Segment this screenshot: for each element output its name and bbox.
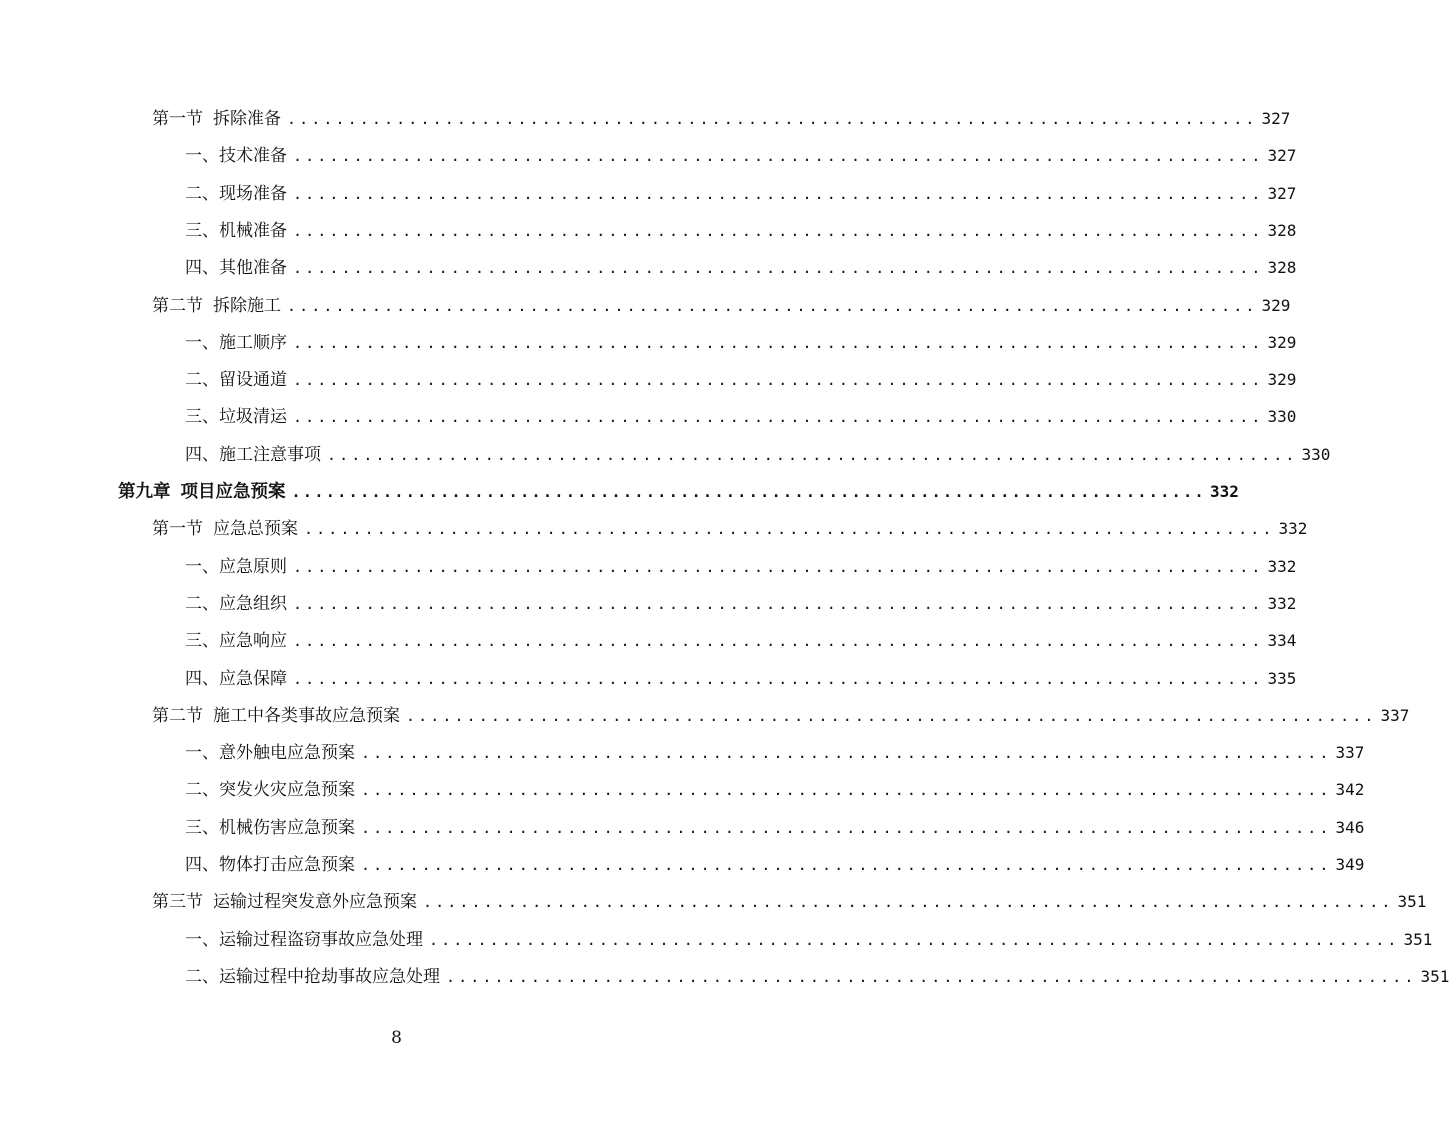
toc-entry-label bbox=[185, 772, 355, 809]
toc-entry-title: 物体打击应急预案 bbox=[219, 855, 355, 875]
toc-entry-prefix: 三、 bbox=[185, 407, 219, 428]
toc-entry-label bbox=[185, 325, 287, 362]
toc-entry-label bbox=[152, 101, 281, 138]
toc-entry[interactable] bbox=[185, 846, 1365, 883]
toc-entry-prefix: 二、 bbox=[185, 370, 219, 391]
toc-entry-title: 机械伤害应急预案 bbox=[219, 817, 355, 838]
toc-entry-prefix: 四、 bbox=[185, 668, 219, 689]
toc-dot-leader: ................................................................................ bbox=[361, 744, 1332, 763]
toc-entry-prefix: 三、 bbox=[185, 220, 219, 241]
toc-entry[interactable] bbox=[185, 921, 1433, 958]
toc-entry-title: 运输过程盗窃事故应急处理 bbox=[219, 929, 423, 950]
toc-entry-title: 应急总预案 bbox=[213, 519, 298, 540]
toc-entry-title: 应急原则 bbox=[219, 556, 287, 577]
toc-entry-page: 342 bbox=[1335, 780, 1365, 800]
toc-entry-prefix: 一、 bbox=[185, 556, 219, 577]
toc-entry-title: 运输过程中抢劫事故应急处理 bbox=[219, 966, 440, 987]
toc-entry[interactable] bbox=[185, 361, 1297, 398]
toc-entry-page: 334 bbox=[1267, 631, 1297, 651]
toc-entry-title: 其他准备 bbox=[219, 258, 287, 279]
toc-dot-leader: ................................................................................ bbox=[287, 110, 1258, 128]
toc-entry-label bbox=[185, 847, 355, 884]
toc-entry[interactable] bbox=[152, 697, 1410, 734]
toc-entry-page: 332 bbox=[1267, 593, 1297, 613]
toc-entry[interactable] bbox=[185, 398, 1297, 435]
toc-entry-label bbox=[152, 884, 417, 921]
toc-entry-prefix: 第二节 bbox=[152, 295, 203, 316]
toc-entry-title: 施工顺序 bbox=[219, 332, 287, 353]
toc-entry-page: 351 bbox=[1420, 966, 1449, 986]
toc-dot-leader: ................................................................................ bbox=[293, 221, 1264, 240]
toc-dot-leader: ................................................................................ bbox=[361, 781, 1332, 800]
toc-dot-leader: ................................................................................ bbox=[429, 930, 1400, 949]
toc-entry-title: 施工中各类事故应急预案 bbox=[213, 705, 400, 726]
toc-entry-title: 突发火灾应急预案 bbox=[219, 780, 355, 801]
toc-entry-page: 349 bbox=[1335, 855, 1365, 874]
toc-dot-leader: ................................................................................ bbox=[293, 147, 1264, 166]
toc-entry[interactable] bbox=[185, 137, 1297, 174]
toc-entry-prefix: 一、 bbox=[185, 743, 219, 764]
toc-dot-leader: ................................................................................ bbox=[293, 632, 1264, 651]
toc-entry-label bbox=[185, 549, 287, 586]
toc-entry[interactable] bbox=[152, 510, 1308, 547]
toc-entry-prefix: 一、 bbox=[185, 332, 219, 353]
toc-entry-label bbox=[118, 474, 286, 511]
toc-entry[interactable] bbox=[185, 436, 1331, 473]
toc-entry-prefix: 二、 bbox=[185, 183, 219, 204]
toc-entry-label bbox=[185, 661, 287, 698]
toc-entry[interactable] bbox=[185, 324, 1297, 361]
toc-dot-leader: ................................................................................ bbox=[293, 669, 1264, 688]
toc-dot-leader: ................................................................................ bbox=[327, 445, 1298, 464]
toc-entry-label bbox=[185, 250, 287, 287]
toc-entry-prefix: 二、 bbox=[185, 780, 219, 801]
toc-entry-prefix: 二、 bbox=[185, 966, 219, 987]
toc-entry-prefix: 三、 bbox=[185, 817, 219, 838]
toc-entry-prefix: 第一节 bbox=[152, 109, 203, 129]
toc-entry-label bbox=[185, 213, 287, 250]
toc-entry-page: 329 bbox=[1267, 370, 1297, 390]
toc-entry-page: 327 bbox=[1267, 146, 1297, 166]
toc-entry-title: 意外触电应急预案 bbox=[219, 743, 355, 764]
toc-entry-page: 328 bbox=[1267, 258, 1297, 278]
toc-entry-label bbox=[185, 735, 355, 772]
toc-entry-label bbox=[185, 176, 287, 213]
toc-entry-label bbox=[185, 623, 287, 660]
toc-entry[interactable] bbox=[185, 660, 1297, 697]
toc-entry[interactable] bbox=[185, 622, 1297, 659]
toc-entry[interactable] bbox=[185, 809, 1365, 846]
toc-entry-prefix: 四、 bbox=[185, 444, 219, 465]
toc-entry-title: 技术准备 bbox=[219, 146, 287, 167]
toc-entry-prefix: 第二节 bbox=[152, 705, 203, 726]
toc-dot-leader: ................................................................................ bbox=[293, 408, 1264, 427]
toc-entry[interactable] bbox=[185, 548, 1297, 585]
toc-dot-leader: ................................................................................ bbox=[293, 184, 1264, 203]
toc-entry[interactable] bbox=[185, 175, 1297, 212]
toc-entry-title: 现场准备 bbox=[219, 183, 287, 204]
toc-entry-page: 332 bbox=[1267, 556, 1297, 576]
toc-entry-prefix: 一、 bbox=[185, 146, 219, 167]
toc-dot-leader: ................................................................................ bbox=[446, 967, 1417, 986]
toc-dot-leader: ................................................................................ bbox=[293, 333, 1264, 352]
toc-entry-page: 337 bbox=[1335, 743, 1365, 763]
toc-entry-title: 拆除施工 bbox=[213, 295, 281, 316]
toc-entry-prefix: 四、 bbox=[185, 855, 219, 875]
toc-entry-page: 330 bbox=[1267, 407, 1297, 427]
toc-entry-page: 328 bbox=[1267, 220, 1297, 240]
toc-entry-label bbox=[185, 959, 440, 996]
toc-dot-leader: ................................................................................ bbox=[291, 483, 1206, 501]
toc-entry-page: 327 bbox=[1267, 183, 1297, 203]
toc-entry[interactable] bbox=[152, 287, 1291, 324]
toc-entry-prefix: 三、 bbox=[185, 631, 219, 652]
toc-dot-leader: ................................................................................ bbox=[293, 259, 1264, 278]
toc-entry-page: 335 bbox=[1267, 668, 1297, 688]
toc-entry-page: 332 bbox=[1209, 482, 1239, 501]
toc-entry-title: 垃圾清运 bbox=[219, 407, 287, 428]
toc-entry-page: 351 bbox=[1403, 929, 1433, 949]
toc-entry-title: 应急保障 bbox=[219, 668, 287, 689]
toc-entry-title: 留设通道 bbox=[219, 370, 287, 391]
toc-entry-label bbox=[185, 922, 423, 959]
toc-entry-title: 应急响应 bbox=[219, 631, 287, 652]
toc-entry-label bbox=[185, 437, 321, 474]
toc-entry-page: 346 bbox=[1335, 817, 1365, 837]
toc-entry-page: 327 bbox=[1261, 109, 1291, 128]
toc-dot-leader: ................................................................................ bbox=[304, 520, 1275, 539]
toc-entry-page: 351 bbox=[1397, 892, 1427, 912]
toc-entry-label bbox=[152, 288, 281, 325]
toc-entry-title: 施工注意事项 bbox=[219, 444, 321, 465]
toc-entry-prefix: 二、 bbox=[185, 593, 219, 614]
toc-entry-page: 337 bbox=[1380, 705, 1410, 725]
toc-entry-page: 330 bbox=[1301, 444, 1331, 464]
toc-entry-title: 机械准备 bbox=[219, 220, 287, 241]
toc-entry-label bbox=[185, 810, 355, 847]
page-number: 8 bbox=[391, 1028, 402, 1048]
toc-entry[interactable] bbox=[152, 100, 1291, 137]
toc-entry[interactable] bbox=[152, 883, 1427, 920]
toc-entry-prefix: 一、 bbox=[185, 929, 219, 950]
toc-entry[interactable] bbox=[118, 473, 1239, 510]
toc-entry[interactable] bbox=[185, 734, 1365, 771]
toc-entry-prefix: 四、 bbox=[185, 258, 219, 279]
toc-entry-page: 329 bbox=[1267, 332, 1297, 352]
toc-entry-prefix: 第一节 bbox=[152, 519, 203, 540]
toc-dot-leader: ................................................................................ bbox=[361, 856, 1332, 874]
toc-entry-label bbox=[185, 362, 287, 399]
toc-entry-title: 项目应急预案 bbox=[180, 482, 286, 502]
toc-entry[interactable] bbox=[185, 771, 1365, 808]
toc-dot-leader: ................................................................................ bbox=[423, 893, 1394, 912]
toc-entry-title: 拆除准备 bbox=[213, 109, 281, 129]
toc-entry-label bbox=[152, 698, 400, 735]
toc-dot-leader: ................................................................................ bbox=[287, 296, 1258, 315]
toc-entry-page: 329 bbox=[1261, 295, 1291, 315]
toc-dot-leader: ................................................................................ bbox=[293, 557, 1264, 576]
toc-entry-label bbox=[185, 138, 287, 175]
toc-dot-leader: ................................................................................ bbox=[293, 371, 1264, 390]
toc-entry[interactable] bbox=[185, 585, 1297, 622]
toc-dot-leader: ................................................................................ bbox=[293, 594, 1264, 613]
toc-entry[interactable] bbox=[185, 958, 1449, 995]
toc-dot-leader: ................................................................................ bbox=[361, 818, 1332, 837]
toc-dot-leader: ................................................................................ bbox=[406, 706, 1377, 725]
toc-entry-prefix: 第九章 bbox=[118, 482, 171, 502]
toc-entry-title: 运输过程突发意外应急预案 bbox=[213, 892, 417, 913]
toc-entry-label bbox=[185, 399, 287, 436]
toc-entry-label bbox=[185, 586, 287, 623]
toc-entry[interactable] bbox=[185, 212, 1297, 249]
toc-entry-page: 332 bbox=[1278, 519, 1308, 539]
toc-entry-prefix: 第三节 bbox=[152, 892, 203, 913]
toc-entry-label bbox=[152, 511, 298, 548]
toc-entry-title: 应急组织 bbox=[219, 593, 287, 614]
toc-entry[interactable] bbox=[185, 249, 1297, 286]
